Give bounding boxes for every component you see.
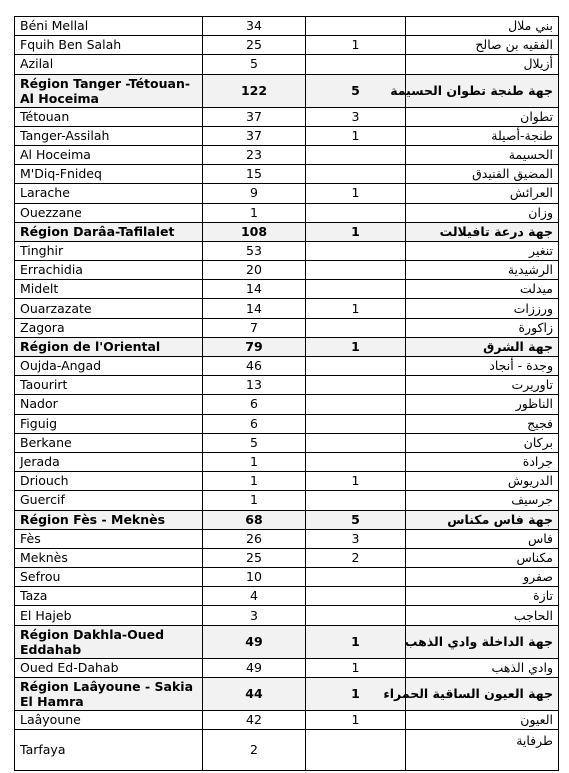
value-cell: 49	[203, 658, 306, 677]
arabic-name-cell: العيون	[406, 710, 559, 729]
table-row	[15, 472, 559, 491]
name-cell: Fquih Ben Salah	[15, 36, 203, 55]
value-cell: 9	[203, 184, 306, 203]
value-cell: 6	[203, 414, 306, 433]
value-cell: 79	[203, 337, 306, 356]
arabic-name-cell: جهة فاس مكناس	[406, 510, 559, 529]
arabic-name-cell: تاوريرت	[406, 376, 559, 395]
table-row	[15, 261, 559, 280]
name-cell: Région Darâa-Tafilalet	[15, 222, 203, 241]
arabic-name-cell: جرسيف	[406, 491, 559, 510]
name-cell: Tinghir	[15, 241, 203, 260]
count-cell: 1	[306, 36, 406, 55]
table-row	[15, 395, 559, 414]
arabic-name-cell: فجيج	[406, 414, 559, 433]
arabic-name-cell: بركان	[406, 433, 559, 452]
name-cell: Laâyoune	[15, 710, 203, 729]
value-cell: 7	[203, 318, 306, 337]
table-row	[15, 241, 559, 260]
count-cell: 3	[306, 529, 406, 548]
arabic-name-cell: جرادة	[406, 452, 559, 471]
value-cell: 4	[203, 587, 306, 606]
count-cell: 2	[306, 548, 406, 567]
value-cell: 46	[203, 357, 306, 376]
arabic-name-cell: الرشيدية	[406, 261, 559, 280]
arabic-name-cell: فاس	[406, 529, 559, 548]
table-row	[15, 203, 559, 222]
table-row	[15, 548, 559, 567]
table-row	[15, 107, 559, 126]
name-cell: Ouezzane	[15, 203, 203, 222]
name-cell: Larache	[15, 184, 203, 203]
region-row	[15, 337, 559, 356]
name-cell: Région Dakhla-Oued Eddahab	[15, 625, 203, 658]
arabic-name-cell: جهة الشرق	[406, 337, 559, 356]
arabic-name-cell: جهة العيون الساقية الحمراء	[406, 677, 559, 710]
table-row	[15, 529, 559, 548]
value-cell: 122	[203, 74, 306, 107]
table-row	[15, 165, 559, 184]
arabic-name-cell: الفقيه بن صالح	[406, 36, 559, 55]
name-cell: Midelt	[15, 280, 203, 299]
value-cell: 44	[203, 677, 306, 710]
arabic-name-cell: العرائش	[406, 184, 559, 203]
count-cell	[306, 280, 406, 299]
name-cell: Al Hoceima	[15, 145, 203, 164]
value-cell: 20	[203, 261, 306, 280]
value-cell: 1	[203, 491, 306, 510]
value-cell: 5	[203, 433, 306, 452]
arabic-name-cell: الحاجب	[406, 606, 559, 625]
name-cell: M'Diq-Fnideq	[15, 165, 203, 184]
name-cell: Zagora	[15, 318, 203, 337]
count-cell: 1	[306, 222, 406, 241]
value-cell: 25	[203, 548, 306, 567]
value-cell: 2	[203, 730, 306, 771]
name-cell: Fès	[15, 529, 203, 548]
table-row	[15, 730, 559, 771]
count-cell: 5	[306, 510, 406, 529]
count-cell	[306, 17, 406, 36]
name-cell: Guercif	[15, 491, 203, 510]
arabic-name-cell: الحسيمة	[406, 145, 559, 164]
table-row	[15, 357, 559, 376]
value-cell: 37	[203, 107, 306, 126]
table-row	[15, 491, 559, 510]
arabic-name-cell: وجدة - أنجاد	[406, 357, 559, 376]
value-cell: 49	[203, 625, 306, 658]
name-cell: Taourirt	[15, 376, 203, 395]
arabic-name-cell: طنجة-أصيلة	[406, 126, 559, 145]
region-row	[15, 625, 559, 658]
count-cell	[306, 203, 406, 222]
arabic-name-cell: جهة الداخلة وادي الذهب	[406, 625, 559, 658]
arabic-name-cell: زاكورة	[406, 318, 559, 337]
name-cell: Oued Ed-Dahab	[15, 658, 203, 677]
count-cell	[306, 241, 406, 260]
value-cell: 34	[203, 17, 306, 36]
table-row	[15, 606, 559, 625]
arabic-name-cell: تنغير	[406, 241, 559, 260]
value-cell: 5	[203, 55, 306, 74]
value-cell: 1	[203, 203, 306, 222]
table-body	[15, 17, 559, 771]
name-cell: Meknès	[15, 548, 203, 567]
table-row	[15, 17, 559, 36]
value-cell: 37	[203, 126, 306, 145]
count-cell: 1	[306, 658, 406, 677]
count-cell	[306, 414, 406, 433]
count-cell	[306, 606, 406, 625]
value-cell: 13	[203, 376, 306, 395]
name-cell: Région Laâyoune - Sakia El Hamra	[15, 677, 203, 710]
count-cell: 1	[306, 710, 406, 729]
name-cell: Nador	[15, 395, 203, 414]
count-cell	[306, 587, 406, 606]
table-row	[15, 36, 559, 55]
table-row	[15, 145, 559, 164]
name-cell: Région Tanger -Tétouan- Al Hoceima	[15, 74, 203, 107]
value-cell: 26	[203, 529, 306, 548]
table-row	[15, 587, 559, 606]
table-row	[15, 280, 559, 299]
name-cell: Errachidia	[15, 261, 203, 280]
name-cell: Région Fès - Meknès	[15, 510, 203, 529]
count-cell: 1	[306, 184, 406, 203]
arabic-name-cell: ورززات	[406, 299, 559, 318]
table-row	[15, 452, 559, 471]
name-cell: Tanger-Assilah	[15, 126, 203, 145]
count-cell: 3	[306, 107, 406, 126]
count-cell	[306, 395, 406, 414]
arabic-name-cell: الناظور	[406, 395, 559, 414]
region-row	[15, 677, 559, 710]
count-cell	[306, 145, 406, 164]
name-cell: Tétouan	[15, 107, 203, 126]
arabic-name-cell: جهة طنجة تطوان الحسيمة	[406, 74, 559, 107]
table-row	[15, 376, 559, 395]
arabic-name-cell: بني ملال	[406, 17, 559, 36]
arabic-name-cell: وزان	[406, 203, 559, 222]
count-cell	[306, 730, 406, 771]
table-row	[15, 184, 559, 203]
table-row	[15, 433, 559, 452]
value-cell: 1	[203, 452, 306, 471]
value-cell: 42	[203, 710, 306, 729]
count-cell: 1	[306, 677, 406, 710]
region-row	[15, 74, 559, 107]
name-cell: Jerada	[15, 452, 203, 471]
name-cell: Figuig	[15, 414, 203, 433]
name-cell: Berkane	[15, 433, 203, 452]
name-cell: Sefrou	[15, 568, 203, 587]
table-row	[15, 299, 559, 318]
table-row	[15, 126, 559, 145]
count-cell: 1	[306, 625, 406, 658]
count-cell	[306, 165, 406, 184]
value-cell: 108	[203, 222, 306, 241]
name-cell: Région de l'Oriental	[15, 337, 203, 356]
arabic-name-cell: المضيق الفنيدق	[406, 165, 559, 184]
province-statistics-table	[14, 16, 559, 771]
arabic-name-cell: ميدلت	[406, 280, 559, 299]
count-cell: 1	[306, 472, 406, 491]
count-cell	[306, 261, 406, 280]
count-cell	[306, 357, 406, 376]
count-cell	[306, 318, 406, 337]
count-cell: 1	[306, 299, 406, 318]
arabic-name-cell: أزيلال	[406, 55, 559, 74]
value-cell: 25	[203, 36, 306, 55]
count-cell	[306, 55, 406, 74]
table-row	[15, 55, 559, 74]
table-row	[15, 710, 559, 729]
arabic-name-cell: طرفاية	[406, 730, 559, 771]
count-cell	[306, 491, 406, 510]
value-cell: 15	[203, 165, 306, 184]
value-cell: 10	[203, 568, 306, 587]
arabic-name-cell: الدريوش	[406, 472, 559, 491]
table-row	[15, 568, 559, 587]
value-cell: 14	[203, 299, 306, 318]
name-cell: Azilal	[15, 55, 203, 74]
region-row	[15, 222, 559, 241]
value-cell: 14	[203, 280, 306, 299]
table-row	[15, 414, 559, 433]
count-cell	[306, 568, 406, 587]
table-row	[15, 658, 559, 677]
arabic-name-cell: وادي الذهب	[406, 658, 559, 677]
count-cell	[306, 452, 406, 471]
arabic-name-cell: صفرو	[406, 568, 559, 587]
value-cell: 23	[203, 145, 306, 164]
name-cell: Tarfaya	[15, 730, 203, 771]
name-cell: Taza	[15, 587, 203, 606]
arabic-name-cell: تازة	[406, 587, 559, 606]
count-cell	[306, 376, 406, 395]
count-cell	[306, 433, 406, 452]
table-row	[15, 318, 559, 337]
count-cell: 1	[306, 337, 406, 356]
arabic-name-cell: جهة درعة تافيلالت	[406, 222, 559, 241]
arabic-name-cell: تطوان	[406, 107, 559, 126]
value-cell: 3	[203, 606, 306, 625]
value-cell: 6	[203, 395, 306, 414]
name-cell: Ouarzazate	[15, 299, 203, 318]
count-cell: 1	[306, 126, 406, 145]
count-cell: 5	[306, 74, 406, 107]
arabic-name-cell: مكناس	[406, 548, 559, 567]
region-row	[15, 510, 559, 529]
name-cell: Béni Mellal	[15, 17, 203, 36]
name-cell: El Hajeb	[15, 606, 203, 625]
value-cell: 1	[203, 472, 306, 491]
value-cell: 68	[203, 510, 306, 529]
name-cell: Driouch	[15, 472, 203, 491]
value-cell: 53	[203, 241, 306, 260]
name-cell: Oujda-Angad	[15, 357, 203, 376]
